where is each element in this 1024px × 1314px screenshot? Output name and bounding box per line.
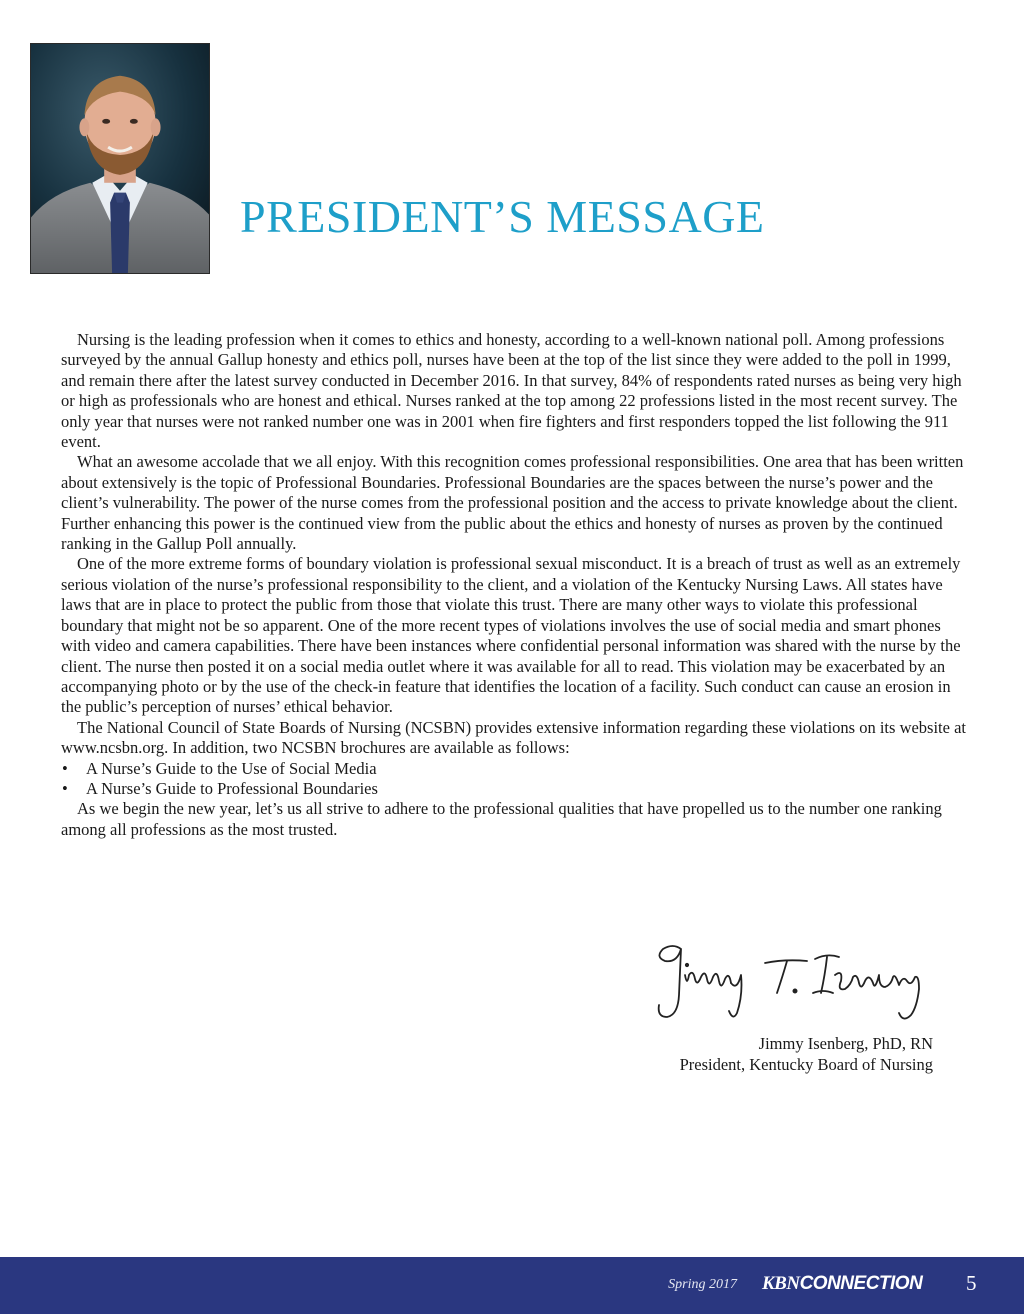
issue-label: Spring 2017 — [668, 1277, 737, 1292]
article-paragraph: Nursing is the leading profession when it comes to ethics and honesty, according to a well-known national poll. Among professions surveyed by the annual Gallup honesty and ethics poll, nurses have been at the top of the list since they were added to the poll in 1999, and remain there after the latest survey conducted in December 2016. In that survey, 84% of respondents rated nurses as being very high or high as professionals who are honest and ethical. Nurses ranked at the top among 22 professions listed in the most recent survey. The only year that nurses were not ranked number one was in 2001 when fire fighters and first responders topped the list following the 911 event. — [61, 330, 962, 452]
article-paragraph: One of the more extreme forms of boundary violation is professional sexual misconduct. It is a breach of trust as well as an extremely serious violation of the nurse’s professional responsibility to the client, and a violation of the Kentucky Nursing Laws. All states have laws that are in place to protect the public from those that violate this trust. There are many other ways to violate this professional boundary that might not be so apparent. One of the more recent types of violations involves the use of social media and smart phones with video and camera capabilities. There have been instances where confidential personal information was shared with the nurse by the client. The nurse then posted it on a social media outlet where it was available for all to read. This violation may be exacerbated by an accompanying photo or by the use of the check-in feature that identifies the location of a facility. Such conduct can cause an erosion in the public’s perception of nurses’ ethical behavior. — [61, 554, 961, 717]
publication-brand — [762, 1273, 922, 1295]
portrait-photo-icon — [31, 44, 209, 273]
article-body — [61, 330, 971, 840]
signature-icon — [645, 935, 945, 1025]
page-number: 5 — [966, 1271, 977, 1295]
brochure-list — [61, 759, 971, 800]
page-footer — [0, 1257, 1024, 1314]
signature-block — [680, 1033, 933, 1075]
brand-suffix: CONNECTION — [799, 1273, 923, 1294]
signatory-title: President, Kentucky Board of Nursing — [679, 1055, 933, 1074]
brochure-list-item: • A Nurse’s Guide to Professional Boundaries — [61, 779, 971, 799]
page-title: PRESIDENT’S MESSAGE — [240, 191, 765, 242]
article-paragraph: What an awesome accolade that we all enjoy. With this recognition comes professional responsibilities. One area that has been written about extensively is the topic of Professional Boundaries. Professional Boundaries are the spaces between the nurse’s power and the client’s vulnerability. The power of the nurse comes from the professional position and the access to private knowledge about the client. Further enhancing this power is the continued view from the public about the ethics and honesty of nurses as proven by the continued ranking in the Gallup Poll annually. — [61, 452, 964, 554]
brand-prefix: KBN — [762, 1273, 800, 1294]
signatory-name: Jimmy Isenberg, PhD, RN — [758, 1034, 933, 1053]
brochure-list-item: • A Nurse’s Guide to the Use of Social Media — [61, 759, 971, 779]
article-closing: As we begin the new year, let’s us all strive to adhere to the professional qualities that have propelled us to the number one ranking among all professions as the most trusted. — [61, 799, 942, 839]
author-portrait — [30, 43, 210, 274]
article-paragraph: The National Council of State Boards of Nursing (NCSBN) provides extensive information regarding these violations on its website at www.ncsbn.org. In addition, two NCSBN brochures are available as follows: — [61, 717, 967, 758]
